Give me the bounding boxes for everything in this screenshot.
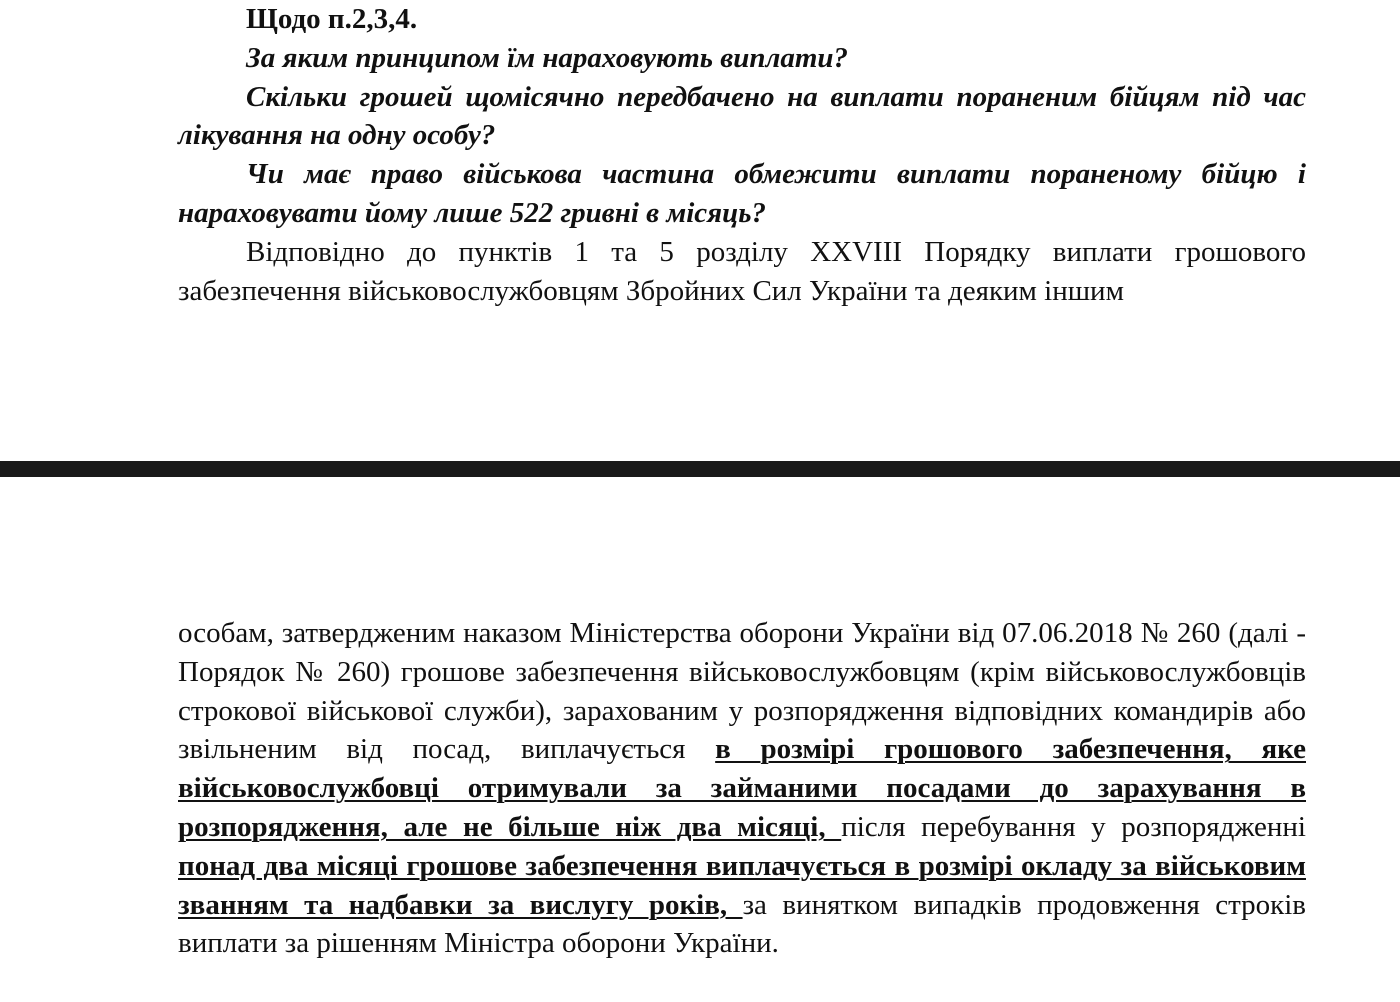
answer-paragraph-continuation bbox=[178, 614, 1306, 963]
question-2: Скільки грошей щомісячно передбачено на виплати пораненим бійцям під час лікування на одну особу? bbox=[178, 80, 1306, 152]
document-top-fragment bbox=[178, 0, 1306, 310]
emphasis-text-2: понад два місяці грошове забезпечення виплачується в розмірі окладу за військовим званням та надбавки за вислугу років, bbox=[178, 849, 1306, 921]
section-heading: Щодо п.2,3,4. bbox=[246, 3, 418, 35]
document-bottom-fragment bbox=[178, 614, 1306, 963]
answer-text-part-2: після перебування у розпорядженні bbox=[841, 810, 1306, 843]
question-1: За яким принципом їм нараховують виплати? bbox=[246, 41, 849, 74]
answer-text-part-1: особам, затвердженим наказом Міністерства оборони України від 07.06.2018 № 260 (далі - Порядок № 260) грошове забезпечення військовослужбовцям (крім військовослужбовців строкової військової служби), зарахованим у розпорядження відповідних командирів або звільненим від посад, виплачується bbox=[178, 617, 1306, 766]
emphasis-text-1: в розмірі грошового забезпечення, яке військовослужбовці отримували за займаними посадами до зарахування в розпорядження, але не більше ніж два місяці, bbox=[178, 733, 1306, 843]
page-break-divider bbox=[0, 461, 1400, 477]
answer-text-part-3: за винятком випадків продовження строків виплати за рішенням Міністра оборони України. bbox=[178, 888, 1307, 960]
answer-paragraph-start: Відповідно до пунктів 1 та 5 розділу XXVIII Порядку виплати грошового забезпечення військовослужбовцям Збройних Сил України та деяким іншим bbox=[178, 235, 1306, 307]
question-3: Чи має право військова частина обмежити виплати пораненому бійцю і нараховувати йому лише 522 гривні в місяць? bbox=[178, 158, 1306, 229]
